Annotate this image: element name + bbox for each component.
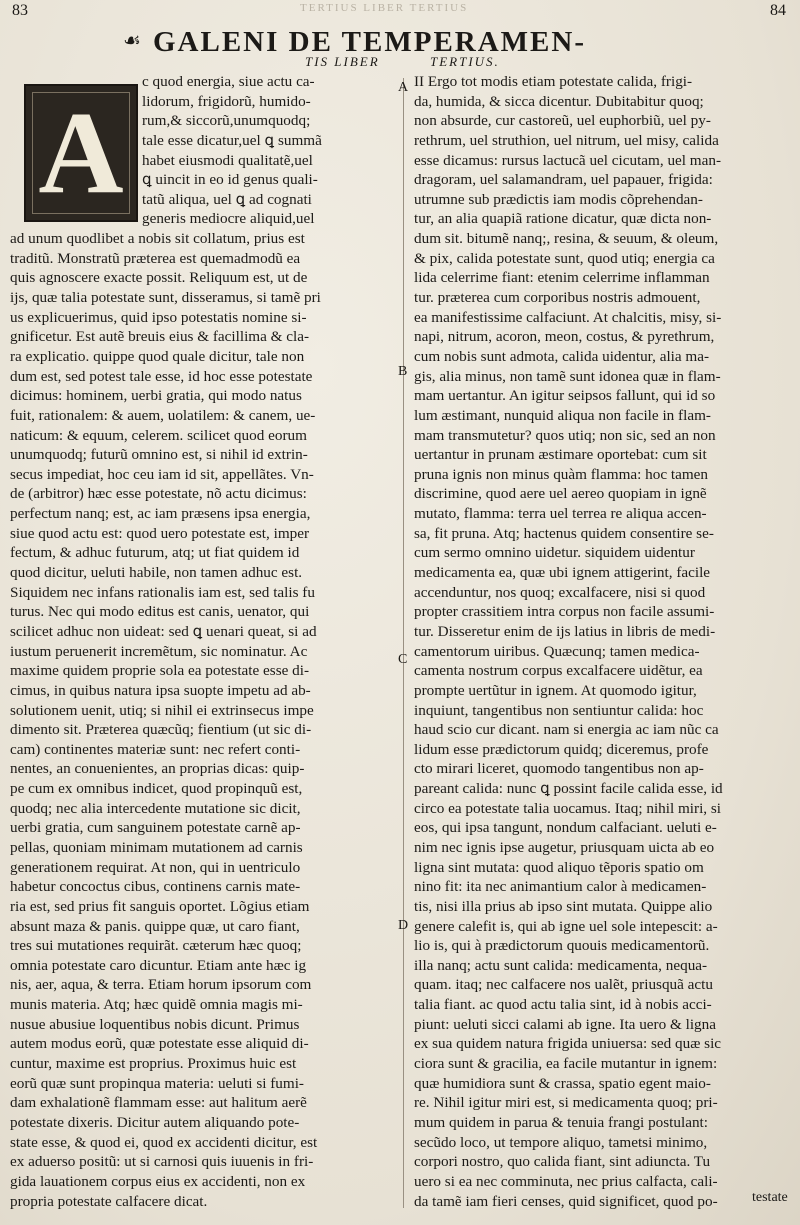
text-line: accenduntur, nos quoq; excalfacere, nisi si quod: [414, 583, 706, 601]
text-line: tis, nisi illa prius ab ipso sint mutata. Quippe alio: [414, 897, 713, 915]
text-line: naticum: & equum, celerem. scilicet quod eorum: [10, 426, 307, 444]
text-line: propria potestate calfacere dicat.: [10, 1192, 208, 1210]
margin-marker-d: D: [398, 918, 409, 933]
text-line: cam) continentes materiæ sunt: nec refert conti-: [10, 740, 301, 758]
text-line: dimento sit. Præterea quæcũq; fientium (ut sic di-: [10, 721, 312, 739]
text-line: discrimine, quod aere uel aereo quopiam in ignẽ: [414, 485, 707, 503]
text-line: non absurde, cur castoreũ, uel euphorbiũ, uel py-: [414, 112, 711, 130]
text-line: secus impediat, hoc ceu iam id sit, appellãtes. Vn-: [10, 465, 314, 483]
column-divider: [403, 78, 404, 1208]
text-line: lio is, qui à prædictorum quouis medicamentorũ.: [414, 937, 710, 955]
text-line: dam exhalationẽ flammam esse: aut halitum aerẽ: [10, 1094, 307, 1112]
text-line: cuntur, maxime est proprius. Proximus huic est: [10, 1055, 297, 1073]
margin-marker-a: A: [398, 80, 409, 95]
text-line: utrumne sub prædictis iam modis cõprehendan-: [414, 190, 703, 208]
text-line: medicamenta ea, quæ ubi ignem attigerint, facile: [414, 564, 711, 582]
text-line: omnia potestate caro dicuntur. Etiam ante hæc ig: [10, 956, 307, 974]
page-title: GALENI DE TEMPERAMEN-: [153, 26, 586, 58]
text-line: ex sua quidem natura frigida uniuersa: sed quæ sic: [414, 1035, 722, 1053]
text-line: pareant calida: nunc ꝗ possint facile calida esse, id: [414, 780, 723, 798]
text-line: nim nec ignis ipse augetur, priusquam uicta ab eo: [414, 838, 715, 856]
text-line: prompte uertũtur in ignem. At quomodo igitur,: [414, 681, 697, 699]
text-line: gis, alia minus, non tamẽ sunt idonea quæ in flam-: [414, 367, 721, 385]
text-line: state esse, & quod ei, quod ex accidenti dicitur, est: [10, 1133, 318, 1151]
text-line: uertantur in prunam æstimare oportebat: cum sit: [414, 446, 707, 464]
text-line: lidum esse prædictorum quidq; diceremus, profe: [414, 740, 709, 758]
text-line: sa, fit pruna. Atq; hactenus quidem consentire se-: [414, 524, 714, 542]
text-line: autem modus eorũ, quæ potestate esse aliquid di-: [10, 1035, 309, 1053]
text-line: fuit, rationalem: & auem, uolatilem: & canem, ue-: [10, 406, 316, 424]
subtitle-right: TERTIUS.: [430, 54, 500, 69]
text-line: tres sui mutationes requirãt. cæterum hæc quoq;: [10, 937, 302, 955]
text-line: genere calefit is, qui ab igne uel sole intepescit: a-: [414, 917, 718, 935]
text-line: ria est, sed prius fit sanguis oportet. Lõgius etiam: [10, 897, 310, 915]
text-line: talia fiant. ac quod actu talia sint, id à nobis acci-: [414, 996, 712, 1014]
text-line: napi, nitrum, acoron, meon, costus, & pyrethrum,: [414, 328, 715, 346]
text-line: iustum peruenerit incremẽtum, sic nominatur. Ac: [10, 642, 308, 660]
text-line: II Ergo tot modis etiam potestate calida, frigi-: [414, 73, 693, 90]
text-line: nusue abusiue loquentibus nobis dicunt. Primus: [10, 1015, 300, 1033]
text-line: quæ humidiora sunt & crassa, spatio egent maio-: [414, 1074, 711, 1092]
text-line: rethrum, uel struthion, uel nitrum, uel misy, calida: [414, 131, 719, 149]
text-line: circo ea potestate talia uocamus. Itaq; nihil miri, si: [414, 799, 722, 817]
subtitle-left: TIS LIBER: [305, 54, 380, 69]
text-line: eos, qui ipsa tangunt, nondum calfaciant. ueluti e-: [414, 819, 717, 837]
text-line: mam uertantur. An igitur seipsos fallunt, qui id so: [414, 387, 716, 405]
text-line: ciora sunt & gracilia, ea facile mutantur in ignem:: [414, 1055, 718, 1073]
text-line: tale esse dicatur,uel ꝗ summã: [142, 131, 322, 149]
text-line: ijs, quæ talia potestate sunt, disseramus, si tamẽ pri: [10, 289, 321, 307]
text-line: esse dicamus: rursus lactucã uel cicutam, uel man-: [414, 151, 722, 169]
text-line: mutato, flamma: terra uel terrea re aliqua accen-: [414, 505, 707, 523]
text-line: quodq; nec alia intercedente mutatione sic dicit,: [10, 799, 301, 817]
text-line: pe cum ex omnibus indicet, quod propinquũ est,: [10, 780, 303, 798]
text-line: camenta nostrum corpus excalfacere uidẽtur, ea: [414, 662, 703, 680]
text-line: ra explicatio. quippe quod quale dicitur, tale non: [10, 347, 305, 365]
text-line: ea manifestissime calfaciunt. At chalcitis, misy, si-: [414, 308, 722, 326]
text-line: unumquodq; futurũ omnino est, si nihil id extrin-: [10, 446, 308, 464]
text-line: generis mediocre aliquid,uel: [142, 210, 315, 228]
text-line: re. Nihil igitur miri est, si medicamenta quoq; pri-: [414, 1094, 718, 1112]
text-line: siue quod actu est: quod uero potestate est, imper: [10, 524, 310, 542]
text-line: lida celerrime fiant: etenim celerrime inflamman: [414, 269, 710, 287]
text-line: pellas, quoniam minimam mutationem ad carnis: [10, 838, 303, 856]
drop-cap-initial: [24, 84, 138, 222]
text-line: piunt: ueluti sicci calami ab igne. Ita uero & ligna: [414, 1015, 716, 1033]
text-line: de (arbitror) hæc esse potestate, nõ actu dicimus:: [10, 485, 307, 503]
text-line: nentes, an conuenientes, an proprias dicas: quip-: [10, 760, 305, 778]
left-text-column: [10, 72, 396, 1211]
text-line: tatũ aliqua, uel ꝗ ad cognati: [142, 190, 312, 208]
text-line: ligna sint mutata: quod aliquo tẽporis spatio om: [414, 858, 704, 876]
text-line: eorũ quæ sunt propinqua materia: ueluti si fumi-: [10, 1074, 304, 1092]
text-line: mam transmutetur? quos utiq; non sic, sed an non: [414, 426, 716, 444]
text-line: traditũ. Monstratũ præterea est quemadmodũ ea: [10, 249, 301, 267]
text-line: inquiunt, tangentibus non sentiuntur calida: hoc: [414, 701, 704, 719]
text-line: quod dicitur, ueluti habile, non tamen adhuc est.: [10, 564, 303, 582]
text-line: rum,& siccorũ,unumquodq;: [142, 112, 311, 130]
text-line: lum æstimant, nunquid aliqua non facile in flam-: [414, 406, 711, 424]
running-title: [0, 26, 800, 56]
drop-cap-letter: A: [38, 87, 124, 218]
text-line: tur. præterea cum corporibus nostris admouent,: [414, 289, 701, 307]
text-line: us explicuerimus, quid ipso potestatis nomine si-: [10, 308, 307, 326]
text-line: dicimus: hominem, uerbi gratia, qui modo natus: [10, 387, 302, 405]
text-line: perfectum nanq; est, ac iam præsens ipsa energia,: [10, 505, 311, 523]
right-text-column: [414, 72, 794, 1211]
text-line: nino fit: ita nec animantium calor à medicamen-: [414, 878, 707, 896]
text-line: solutionem uenit, utiq; si nihil ei extrinsecus impe: [10, 701, 314, 719]
text-line: Siquidem nec infans rationalis iam est, sed talis fu: [10, 583, 315, 601]
text-line: dum est, sed potest tale esse, id hoc esse potestate: [10, 367, 313, 385]
text-line: c quod energia, siue actu ca-: [142, 73, 315, 90]
text-line: munis materia. Atq; hæc quidẽ omnia magis mi-: [10, 996, 303, 1014]
text-line: maxime quidem proprie sola ea potestate esse di-: [10, 662, 310, 680]
text-line: cum nobis sunt admota, calida uidentur, alia ma-: [414, 347, 710, 365]
catchword: testate: [752, 1190, 788, 1205]
text-line: ꝗ uincit in eo id genus quali-: [142, 171, 318, 189]
text-line: cto mirari liceret, quomodo tangentibus non ap-: [414, 760, 704, 778]
text-line: gnificetur. Est autẽ breuis eius & facillima & cla-: [10, 328, 310, 346]
text-line: habetur concoctus cibus, continens carnis mate-: [10, 878, 301, 896]
margin-marker-c: C: [398, 652, 408, 667]
text-line: potestate dixeris. Dicitur autem aliquando pote-: [10, 1113, 300, 1131]
text-line: fectum, & adhuc futurum, atq; ut fiat quidem id: [10, 544, 300, 562]
text-line: da, humida, & sicca dicentur. Dubitabitur quoq;: [414, 92, 704, 110]
text-line: secũdo loco, ut tempore aliquo, tametsi minimo,: [414, 1133, 708, 1151]
text-line: camentorum uiribus. Quæcunq; tamen medica-: [414, 642, 700, 660]
text-line: uerbi gratia, cum sanguinem potestate carnẽ ap-: [10, 819, 301, 837]
text-line: quis agnoscere exacte possit. Reliquum est, ut de: [10, 269, 308, 287]
text-line: dum sit. bitumẽ nanq;, resina, & seuum, & oleum,: [414, 230, 719, 248]
bleed-through-text: TERTIUS LIBER TERTIUS: [300, 2, 469, 14]
text-line: tur, an alia quapiã ratione dicatur, quæ dicta non-: [414, 210, 712, 228]
text-line: ex aduerso positũ: ut si carnosi quis iuuenis in fri-: [10, 1153, 314, 1171]
text-line: ad unum quodlibet a nobis sit collatum, prius est: [10, 230, 305, 248]
text-line: lidorum, frigidorũ, humido-: [142, 92, 311, 110]
text-line: nis, aer, aqua, & terra. Etiam horum ipsorum com: [10, 976, 312, 994]
text-line: cum sermo omnino uidetur. siquidem uidentur: [414, 544, 695, 562]
folio-left: 83: [12, 2, 28, 19]
text-line: absunt maza & panis. quippe quæ, ut caro fiant,: [10, 917, 300, 935]
folio-right: 84: [770, 2, 786, 19]
text-line: dragoram, uel salamandram, uel papauer, frigida:: [414, 171, 713, 189]
text-line: turus. Nec qui modo editus est canis, uenator, qui: [10, 603, 310, 621]
text-line: generationem requirat. At non, qui in uentriculo: [10, 858, 301, 876]
text-line: haud scio cur dicant. nam si energia ac iam nũc ca: [414, 721, 719, 739]
text-line: & pix, calida potestate sunt, quod utiq; energia ca: [414, 249, 715, 267]
text-line: gida lauationem corpus eius ex accidenti, non ex: [10, 1172, 306, 1190]
margin-marker-b: B: [398, 364, 408, 379]
text-line: habet eiusmodi qualitatẽ,uel: [142, 151, 313, 169]
text-line: cimus, in quibus natura ipsa suopte impetu ad ab-: [10, 681, 311, 699]
text-line: da tamẽ iam fieri censes, quid significet, quod po-: [414, 1192, 718, 1210]
text-line: propter crassitiem intra corpus non facile assumi-: [414, 603, 715, 621]
text-line: tur. Disseretur enim de ijs latius in libris de medi-: [414, 622, 716, 640]
text-line: corpori nostro, quo calida fiant, sint adiuncta. Tu: [414, 1153, 711, 1171]
text-line: pruna ignis non minus quàm flamma: hoc tamen: [414, 465, 708, 483]
text-line: scilicet adhuc non uideat: sed ꝗ uenari queat, si ad: [10, 622, 317, 640]
text-line: quam. itaq; nec calfacere nos ualẽt, priusquã actu: [414, 976, 713, 994]
text-line: uero si ea nec comminuta, nec prius calfacta, cali-: [414, 1172, 718, 1190]
text-line: mum quidem in parua & tenuia frangi postulant:: [414, 1113, 708, 1131]
text-line: illa nanq; actu sunt calida: medicamenta, nequa-: [414, 956, 708, 974]
fleuron-icon: ☙: [123, 30, 141, 52]
